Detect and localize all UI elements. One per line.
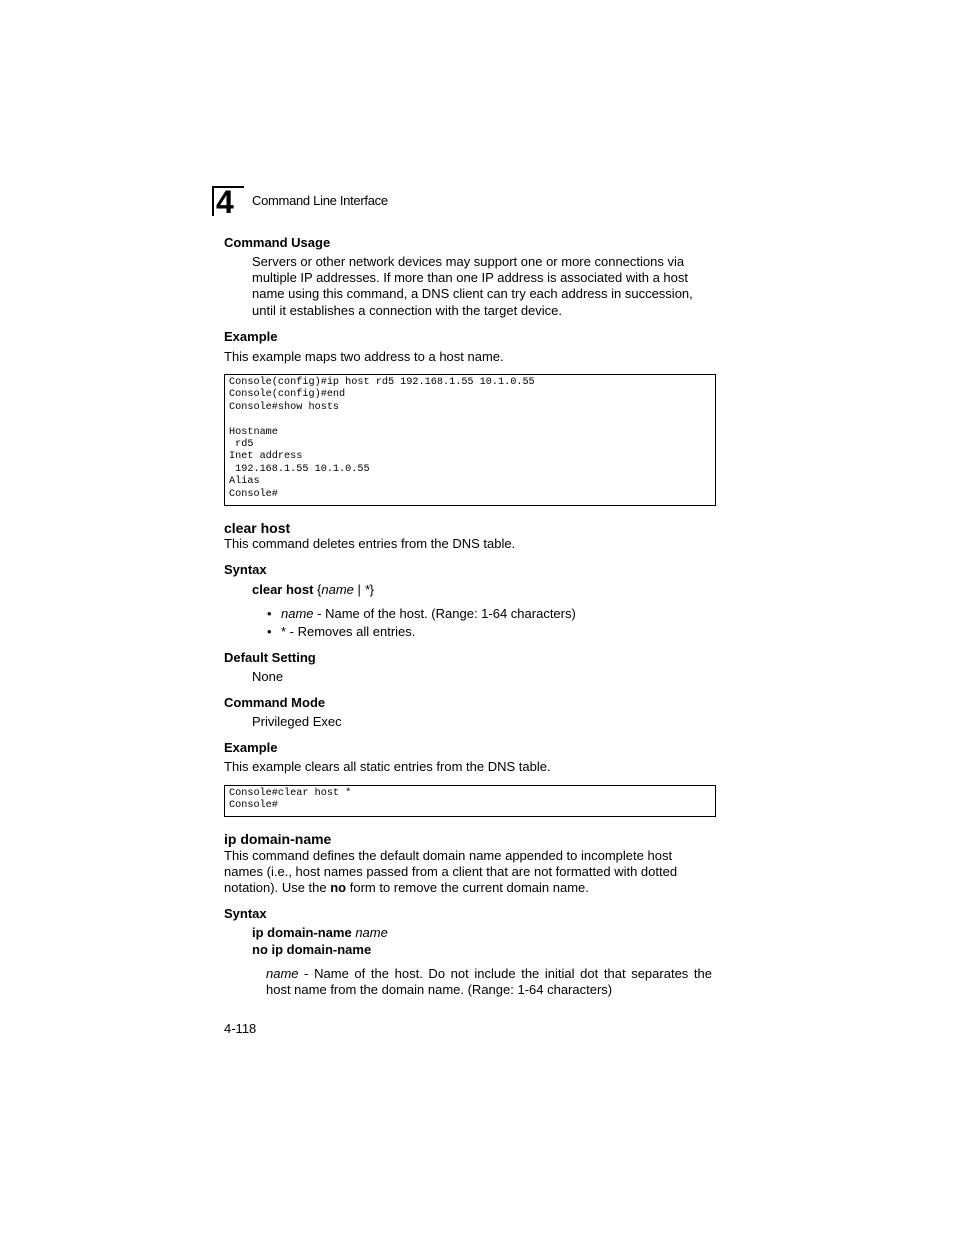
command-description: This command deletes entries from the DNS table. [224, 536, 516, 551]
list-item: • name - Name of the host. (Range: 1-64 characters) [267, 606, 576, 621]
example-heading: Example [224, 740, 278, 755]
command-description: This command defines the default domain name appended to incomplete host names (i.e., host names passed from a client that are not formatted with dotted notation). Use the no form to remove the current domain name. [224, 848, 678, 896]
list-item: • * - Removes all entries. [267, 624, 416, 639]
command-title: ip domain-name [224, 831, 332, 847]
running-title: Command Line Interface [252, 193, 388, 208]
syntax-heading: Syntax [224, 562, 267, 577]
example-text: This example maps two address to a host name. [224, 349, 504, 364]
default-setting-value: None [252, 669, 284, 684]
command-mode-heading: Command Mode [224, 695, 326, 710]
syntax-line: ip domain-name name [252, 925, 388, 940]
parameter-description: name - Name of the host. Do not include the initial dot that separates the host name from the domain name. (Range: 1-64 characters) [266, 966, 712, 998]
chapter-number: 4 [212, 186, 244, 216]
code-block: Console(config)#ip host rd5 192.168.1.55 10.1.0.55 Console(config)#end Console#show hosts Hostname rd5 Inet address 192.168.1.55 10.1.0.55 Alias Console# [224, 374, 716, 506]
default-setting-heading: Default Setting [224, 650, 316, 665]
example-text: This example clears all static entries from the DNS table. [224, 759, 551, 774]
command-mode-value: Privileged Exec [252, 714, 342, 729]
example-heading: Example [224, 329, 278, 344]
command-title: clear host [224, 520, 291, 536]
syntax-heading: Syntax [224, 906, 267, 921]
command-usage-text: Servers or other network devices may support one or more connections via multiple IP addresses. If more than one IP address is associated with a host name using this command, a DNS client can try each address in succession, until it establishes a connection with the target device. [252, 254, 693, 318]
syntax-line: no ip domain-name [252, 942, 372, 957]
syntax-line: clear host {name | *} [252, 582, 374, 597]
code-block: Console#clear host * Console# [224, 785, 716, 817]
command-usage-heading: Command Usage [224, 235, 331, 250]
page-number: 4-118 [224, 1021, 257, 1036]
